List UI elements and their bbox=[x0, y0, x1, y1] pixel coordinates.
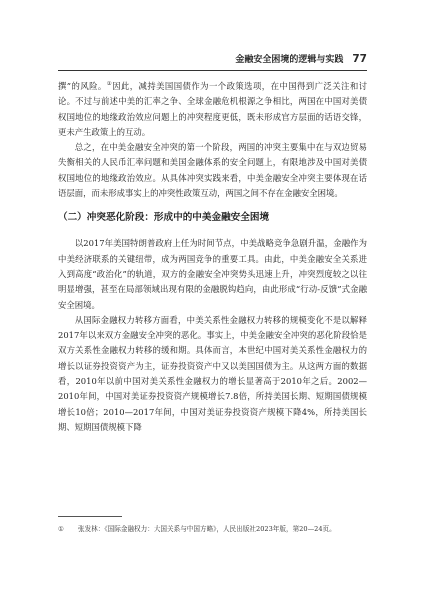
body-text bbox=[58, 79, 367, 435]
paragraph-continued-lead: 撰”的风险。 bbox=[58, 81, 107, 91]
footnote-rule bbox=[58, 516, 122, 517]
paragraph-summary: 总之，在中美金融安全冲突的第一个阶段，两国的冲突主要集中在与双边贸易失衡相关的人民币汇率问题和美国金融体系的安全问题上，有限地涉及中国对美债权国地位的地缘政治效应。从具体冲突实践来看，中美金融安全冲突主要体现在话语层面，而未形成事实上的冲突性政策互动，两国之间不存在金融安全困境。 bbox=[58, 142, 367, 199]
footnote-text: 张发林：《国际金融权力：大国关系与中国方略》，人民出版社2023年版，第20—24页。 bbox=[78, 525, 336, 533]
footnote-mark: ① bbox=[58, 525, 64, 533]
header-rule bbox=[58, 70, 367, 71]
page-number: 77 bbox=[352, 53, 367, 65]
footnote-reference[interactable]: ① bbox=[106, 81, 113, 88]
paragraph-power-transfer: 从国际金融权力转移方面看，中美关系性金融权力转移的规模变化不是以解释2017年以来双方金融安全冲突的恶化。事实上，中美金融安全冲突的恶化阶段恰是双方关系性金融权力转移的缓和期。具体而言，本世纪中国对美关系性金融权力的增长以证券投资资产为主，证券投资资产中又以美国国债为主。从这两方面的数据看，2010年以前中国对美关系性金融权力的增长显著高于2010年之后。2002—2010年间，中国对美证券投资资产规模增长7.8倍，所持美国长期、短期国债规模增长10倍；2010—2017年间，中国对美证券投资资产规模下降4%，所持美国长期、短期国债规模下降 bbox=[58, 314, 367, 432]
paragraph-continued bbox=[58, 79, 367, 140]
footnote bbox=[58, 524, 367, 535]
running-header-title: 金融安全困境的逻辑与实践 bbox=[235, 55, 344, 65]
paragraph-escalation: 以2017年美国特朗普政府上任为时间节点，中美战略竞争急剧升温，金融作为中美经济联系的关键纽带，成为两国竞争的重要工具。由此，中美金融安全关系进入到高度“政治化”的轨道，双方的金融安全冲突势头迅速上升，冲突烈度较之以往明显增强，甚至在局部领域出现有限的金融脱钩趋向，由此形成“行动-反馈”式金融安全困境。 bbox=[58, 238, 367, 310]
section-heading: （二）冲突恶化阶段：形成中的中美金融安全困境 bbox=[58, 212, 270, 224]
running-header bbox=[58, 52, 367, 66]
paragraph-continued-rest: 因此，减持美国国债作为一个政策选项，在中国得到广泛关注和讨论。不过与前述中美的汇率之争、全球金融危机根源之争相比，两国在中国对美债权国地位的地缘政治效应问题上的冲突程度更低，既未形成官方层面的话语交锋，更未产生政策上的互动。 bbox=[58, 81, 368, 137]
